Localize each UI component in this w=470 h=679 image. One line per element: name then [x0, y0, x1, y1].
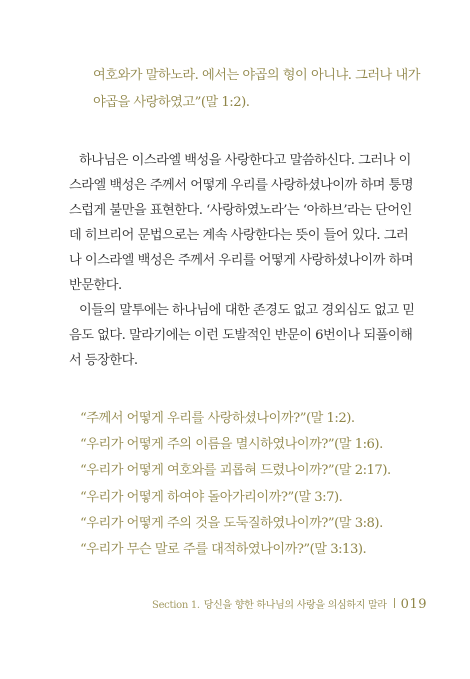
paragraph-line: 데 히브리어 문법으로는 계속 사랑한다는 뜻이 들어 있다. 그러	[69, 228, 409, 243]
paragraph-line: 반문한다.	[69, 278, 122, 293]
footer-chapter-title: 당신을 향한 하나님의 사랑을 의심하지 말라	[203, 600, 387, 611]
paragraph-line: 스럽게 불만을 표현한다. ‘사랑하였노라’는 ‘아하브’라는 단어인	[69, 203, 412, 218]
page-footer	[152, 596, 427, 612]
paragraph-line: 음도 없다. 말라기에는 이런 도발적인 반문이 6번이나 되풀이해	[69, 328, 413, 343]
paragraph-line: 나 이스라엘 백성은 주께서 우리를 어떻게 사랑하셨나이까 하며	[69, 253, 414, 268]
quote-line: “주께서 어떻게 우리를 사랑하셨나이까?”(말 1:2).	[80, 411, 355, 426]
quote-line: “우리가 어떻게 주의 것을 도둑질하였나이까?”(말 3:8).	[80, 516, 383, 531]
intro-quote-line: 여호와가 말하노라. 에서는 야곱의 형이 아니냐. 그러나 내가	[93, 68, 420, 83]
paragraph-line: 이들의 말투에는 하나님에 대한 존경도 없고 경외심도 없고 믿	[79, 303, 415, 318]
quote-line: “우리가 어떻게 주의 이름을 멸시하였나이까?”(말 1:6).	[80, 437, 383, 452]
paragraph-line: 스라엘 백성은 주께서 어떻게 우리를 사랑하셨나이까 하며 퉁명	[69, 178, 414, 193]
paragraph-line: 서 등장한다.	[69, 353, 138, 368]
page-number: 019	[400, 597, 427, 612]
quote-line: “우리가 무슨 말로 주를 대적하였나이까?”(말 3:13).	[80, 542, 367, 557]
intro-quote-line: 야곱을 사랑하였고”(말 1:2).	[93, 95, 250, 110]
quote-line: “우리가 어떻게 하여야 돌아가리이까?”(말 3:7).	[80, 490, 343, 505]
footer-divider	[394, 598, 395, 608]
quote-line: “우리가 어떻게 여호와를 괴롭혀 드렸나이까?”(말 2:17).	[80, 463, 391, 478]
footer-section-label: Section 1.	[152, 600, 200, 611]
paragraph-line: 하나님은 이스라엘 백성을 사랑한다고 말씀하신다. 그러나 이	[79, 153, 411, 168]
